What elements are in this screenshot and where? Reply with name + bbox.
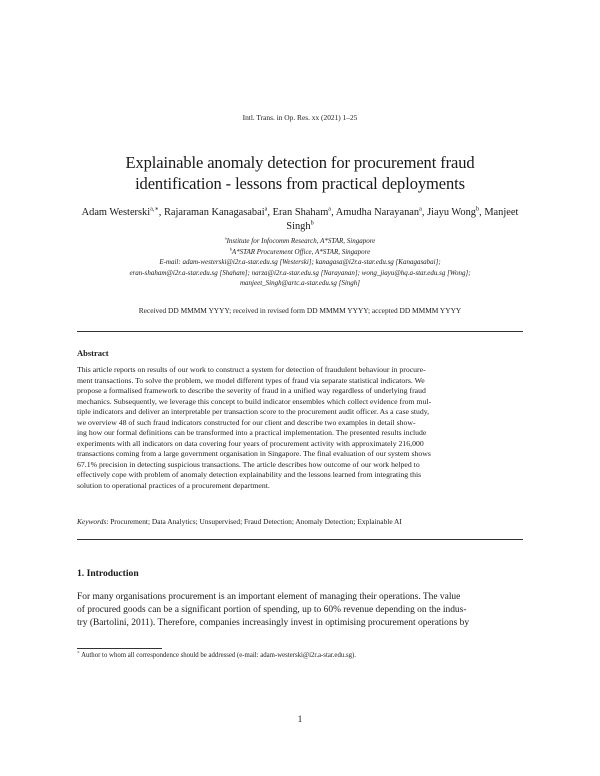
abstract-line: ment transactions. To solve the problem, we model different types of fraud via separate statistical indicators. We <box>77 375 425 385</box>
journal-header: Intl. Trans. in Op. Res. xx (2021) 1–25 <box>242 113 358 122</box>
affiliation-sup: a <box>224 235 227 241</box>
footnote <box>77 649 523 659</box>
affiliations <box>60 236 540 289</box>
body-line: of procured goods can be a significant portion of spending, up to 60% revenue depending on the indus- <box>77 604 467 615</box>
title-line-2: identification - lessons from practical deployments <box>135 174 465 193</box>
email-line: manjeet_Singh@artc.a-star.edu.sg [Singh] <box>240 279 360 288</box>
footnote-divider <box>77 648 162 649</box>
author-name: Manjeet Singh <box>286 207 519 232</box>
paper-title <box>0 152 600 194</box>
footnote-marker: ∗ <box>77 649 80 655</box>
abstract-line: transactions coming from a large government organisation in Singapore. The final evaluation of our system shows <box>77 449 431 459</box>
abstract-line: tiple indicators and deliver an interpretable per transaction score to the procurement audit officer. As a case study, <box>77 407 430 417</box>
affiliation-a <box>60 236 540 247</box>
email-line: E-mail: adam-westerski@i2r.a-star.edu.sg [Westerski]; kanagasa@i2r.a-star.edu.sg [Kanagasabai]; <box>159 258 441 267</box>
received-dates: Received DD MMMM YYYY; received in revised form DD MMMM YYYY; accepted DD MMMM YYYY <box>138 306 462 315</box>
section-body <box>77 591 523 629</box>
title-line-1: Explainable anomaly detection for procurement fraud <box>125 153 475 172</box>
author-sup: a <box>264 205 268 213</box>
abstract-line: mechanics. Subsequently, we leverage this concept to build indicator ensembles which collect evidence from mul- <box>77 396 432 406</box>
footnote-text: Author to whom all correspondence should be addressed (e-mail: adam-westerski@i2r.a-star.edu.sg). <box>79 652 356 659</box>
abstract-line: ing how our formal definitions can be transformed into a practical implementation. The presented results include <box>77 428 427 438</box>
divider-bottom <box>77 539 523 540</box>
abstract-line: propose a formalised framework to describe the severity of fraud in a unified way regardless of underlying fraud <box>77 386 426 396</box>
author-sup: a <box>419 205 422 213</box>
keywords <box>77 517 523 526</box>
author-name: Adam Westerski <box>81 207 151 218</box>
abstract-line: 67.1% precision in detecting suspicious transactions. The article describes how outcome of our work helped to <box>77 459 420 469</box>
author-sup: b <box>310 219 314 227</box>
abstract-body <box>77 365 523 492</box>
abstract-heading: Abstract <box>77 348 109 358</box>
abstract-line: we overview 48 of such fraud indicators constructed for our client and describe two examples in detail show- <box>77 417 416 427</box>
abstract-line: effectively cope with problem of anomaly detection explainability and the lessons learned from integrating this <box>77 470 422 480</box>
divider-top <box>77 331 523 332</box>
abstract-line: This article reports on results of our work to construct a system for detection of fraudulent behaviour in procure- <box>77 365 426 374</box>
affiliation-text: A*STAR Procurement Office, A*STAR, Singapore <box>231 247 371 256</box>
author-name: Eran Shaham <box>272 207 329 218</box>
author-sup: a <box>328 205 332 213</box>
author-name: Amudha Narayanan <box>335 207 420 218</box>
page-number: 1 <box>297 715 303 725</box>
body-line: For many organisations procurement is an important element of managing their operations. The value <box>77 592 461 602</box>
abstract-line: solution to operational practices of a procurement department. <box>77 481 270 491</box>
abstract-line: experiments with all indicators on data covering four years of procurement activity with approximately 216,000 <box>77 438 424 448</box>
email-line: eran-shaham@i2r.a-star.edu.sg [Shaham]; narza@i2r.a-star.edu.sg [Narayanan]; wong_jiayu@hq.a-star.edu.sg [Wong]; <box>129 268 471 277</box>
body-line: try (Bartolini, 2011). Therefore, companies increasingly invest in optimising procurement operations by <box>77 617 470 628</box>
affiliation-b <box>60 247 540 258</box>
author-sup: a,∗ <box>150 205 159 213</box>
affiliation-text: Institute for Infocomm Research, A*STAR, Singapore <box>226 237 376 245</box>
author-name: Rajaraman Kanagasabai <box>163 207 265 218</box>
affiliation-sup: b <box>229 246 232 252</box>
keywords-text: : Procurement; Data Analytics; Unsupervised; Fraud Detection; Anomaly Detection; Explainable AI <box>106 517 402 526</box>
author-list: Adam Westerski$^{a,∗}$, Rajaraman Kanagasabai$^a$, Eran Shaham$^a$, Amudha Narayanan$^a$, Jiayu Wong$^b$, Manjeet Singh$^b$ <box>81 205 519 232</box>
keywords-label: Keywords <box>77 517 107 526</box>
author-sup: b <box>475 205 480 213</box>
section-heading: 1. Introduction <box>77 568 139 579</box>
author-name: Jiayu Wong <box>427 207 476 218</box>
